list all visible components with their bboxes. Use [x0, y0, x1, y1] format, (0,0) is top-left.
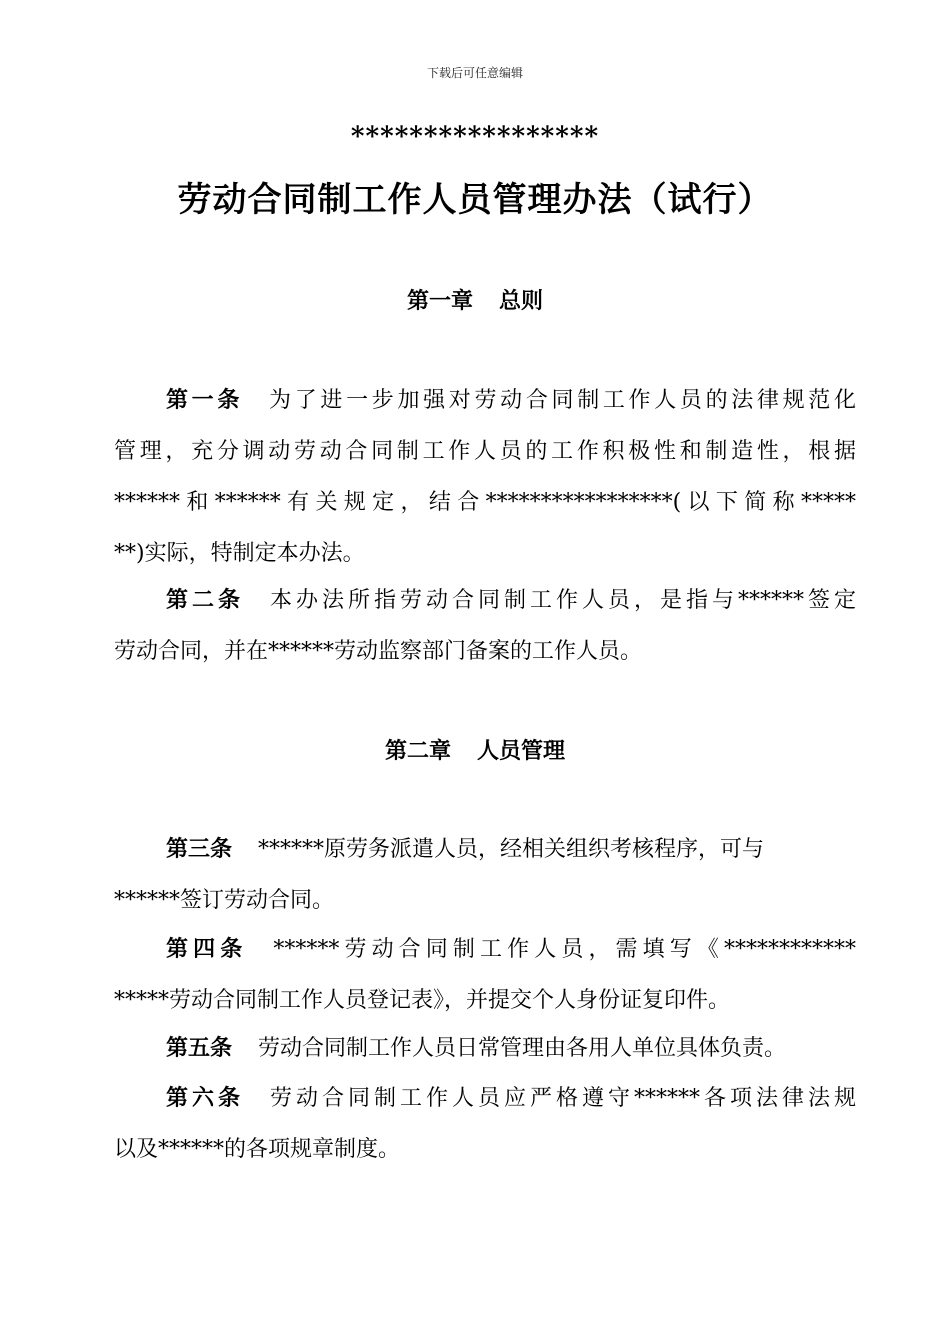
article-1-line-1: [166, 383, 856, 414]
article-text: **)实际，特制定本办法。: [114, 541, 365, 566]
article-label: 第四条: [166, 937, 248, 962]
article-label: 第五条: [166, 1036, 233, 1061]
article-text: 劳动合同制工作人员日常管理由各用人单位具体负责。: [258, 1036, 787, 1061]
article-text: 本办法所指劳动合同制工作人员，是指与******签定: [270, 588, 856, 613]
article-label: 第一条: [166, 388, 244, 413]
article-6-line-2: [114, 1132, 856, 1163]
article-4-line-1: [166, 932, 856, 963]
article-label: 第六条: [166, 1086, 244, 1111]
document-title: 劳动合同制工作人员管理办法（试行）: [177, 180, 773, 220]
organization-name-redacted: *****************: [350, 122, 600, 152]
article-text: ******签订劳动合同。: [114, 888, 335, 913]
article-3-line-1: [166, 832, 856, 863]
article-text: ******劳动合同制工作人员，需填写《************: [273, 937, 856, 962]
article-text: 为了进一步加强对劳动合同制工作人员的法律规范化: [269, 388, 856, 413]
watermark-text: 下载后可任意编辑: [426, 66, 523, 80]
article-2-line-2: [114, 634, 856, 665]
article-label: 第三条: [166, 837, 233, 862]
article-text: ******原劳务派遣人员，经相关组织考核程序，可与: [258, 837, 765, 862]
article-text: ******和******有关规定，结合*****************(以下简称*****: [114, 490, 856, 515]
chapter-name: 总则: [499, 289, 544, 314]
article-1-line-4: [114, 536, 856, 567]
article-text: 管理，充分调动劳动合同制工作人员的工作积极性和制造性，根据: [114, 439, 856, 464]
article-label: 第二条: [166, 588, 244, 613]
article-3-line-2: [114, 883, 856, 914]
chapter-name: 人员管理: [477, 739, 566, 764]
article-6-line-1: [166, 1081, 856, 1112]
article-5-line-1: [166, 1031, 856, 1062]
article-text: *****劳动合同制工作人员登记表》，并提交个人身份证复印件。: [114, 988, 731, 1013]
chapter-heading-1: [0, 284, 950, 315]
chapter-number: 第一章: [406, 289, 473, 314]
chapter-heading-2: [0, 734, 950, 765]
article-text: 以及******的各项规章制度。: [114, 1137, 401, 1162]
article-2-line-1: [166, 583, 856, 614]
article-1-line-2: [114, 434, 856, 465]
article-text: 劳动合同制工作人员应严格遵守******各项法律法规: [270, 1086, 856, 1111]
article-4-line-2: [114, 983, 856, 1014]
chapter-number: 第二章: [384, 739, 451, 764]
article-1-line-3: [114, 485, 856, 516]
article-text: 劳动合同，并在******劳动监察部门备案的工作人员。: [114, 639, 643, 664]
